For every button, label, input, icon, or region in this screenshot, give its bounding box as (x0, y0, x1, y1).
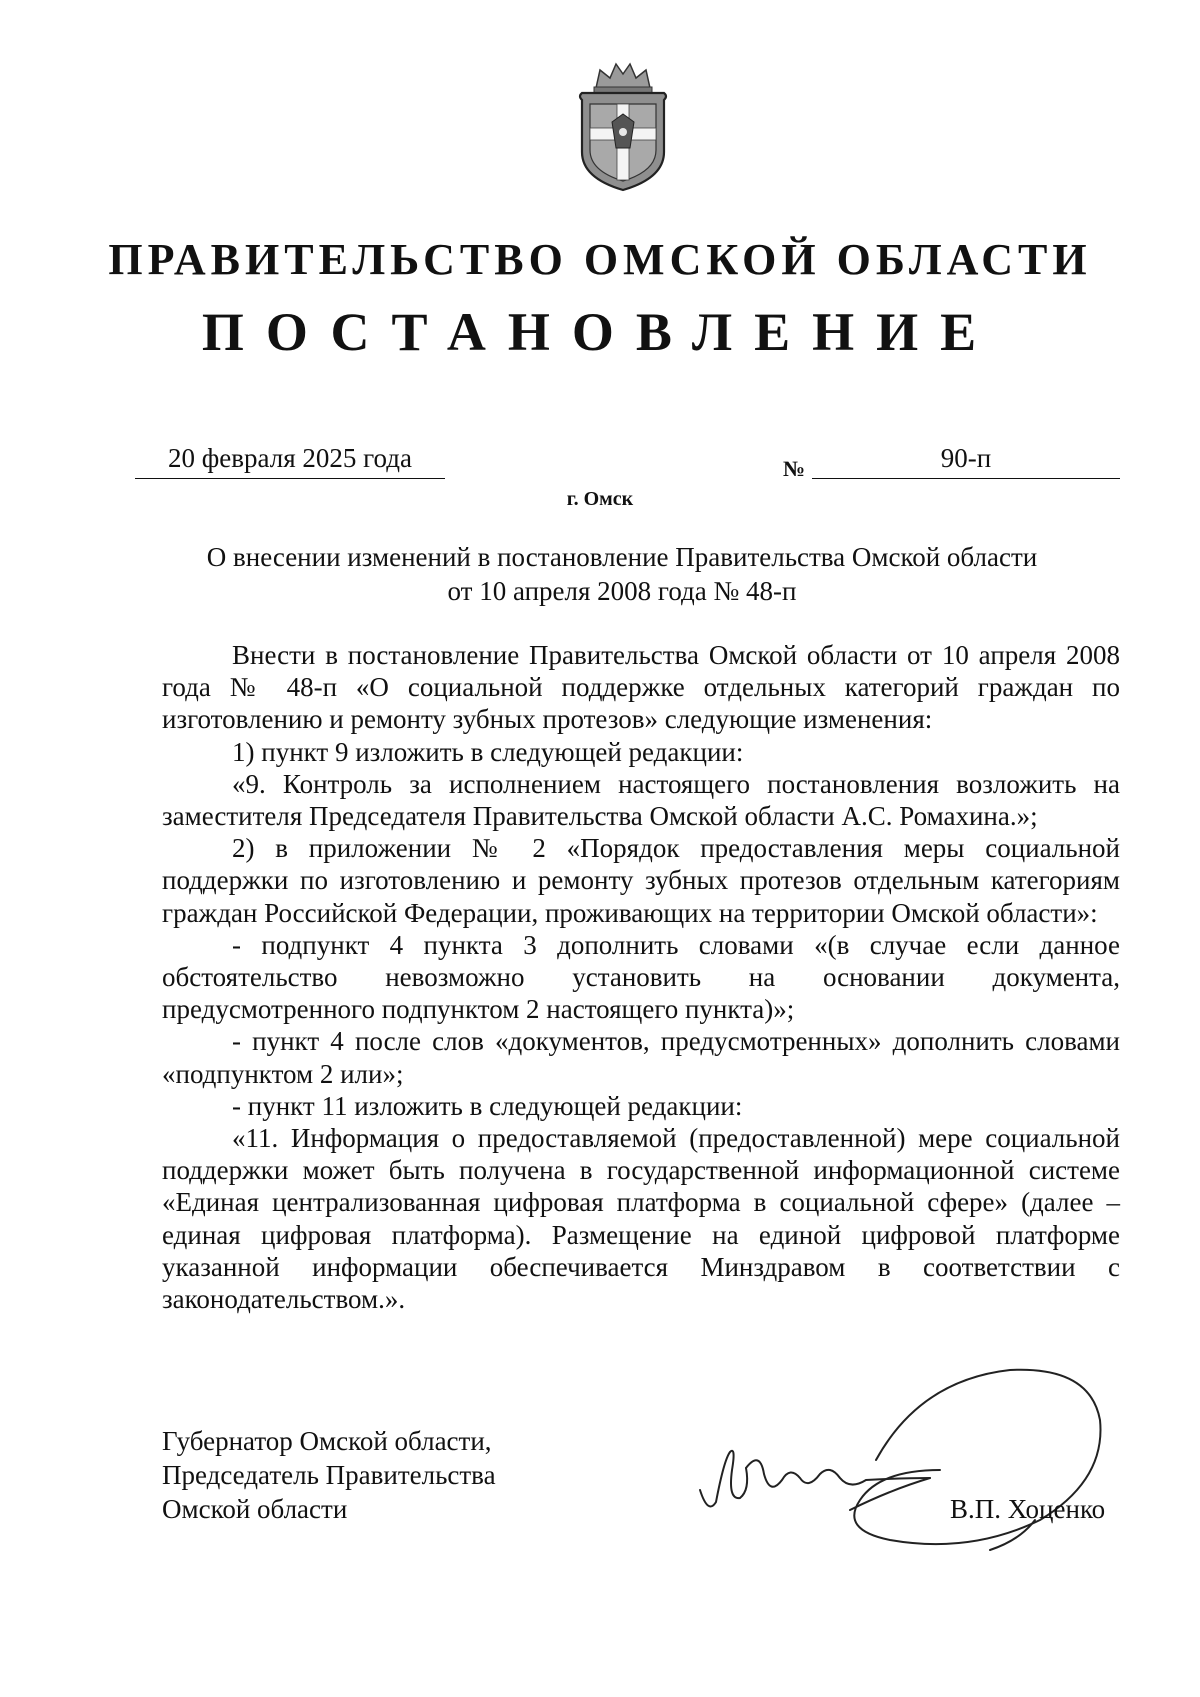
body-paragraph: «11. Информация о предоставляемой (предоставленной) мере социальной поддержки может быть получена в государственной информационной системе «Единая централизованная цифровая платформа в социальной сфере» (далее – единая цифровая платформа). Размещение на единой цифровой платформе указанной информации обеспечивается Минздравом в соответствии с законодательством.». (162, 1123, 1120, 1315)
coat-of-arms-emblem (568, 60, 678, 195)
body-paragraph: 2) в приложении № 2 «Порядок предоставления меры социальной поддержки по изготовлению и ремонту зубных протезов отдельным категориям граждан Российской Федерации, проживающих на территории Омской области»: (162, 833, 1120, 928)
document-type: ПОСТАНОВЛЕНИЕ (201, 302, 999, 362)
body-paragraph: «9. Контроль за исполнением настоящего постановления возложить на заместителя Председателя Правительства Омской области А.С. Ромахина.»; (162, 768, 1120, 832)
signatory-position-line: Председатель Правительства (162, 1460, 496, 1490)
document-title-line: от 10 апреля 2008 года № 48-п (447, 576, 797, 606)
document-title (160, 540, 1084, 608)
signatory-name: В.П. Хоценко (950, 1494, 1106, 1524)
city-label: г. Омск (566, 488, 634, 510)
body-paragraph: 1) пункт 9 изложить в следующей редакции: (232, 736, 744, 767)
document-number: 90-п (812, 438, 1120, 479)
body-paragraph: - пункт 4 после слов «документов, предусмотренных» дополнить словами «подпунктом 2 или»; (162, 1026, 1120, 1089)
signatory-position-line: Омской области (162, 1494, 348, 1524)
body-paragraph: Внести в постановление Правительства Омской области от 10 апреля 2008 года № 48-п «О социальной поддержке отдельных категорий граждан по изготовлению и ремонту зубных протезов» следующие изменения: (162, 640, 1120, 735)
document-date: 20 февраля 2025 года (135, 438, 445, 479)
body-paragraph: - подпункт 4 пункта 3 дополнить словами «(в случае если данное обстоятельство невозможно установить на основании документа, предусмотренного подпунктом 2 настоящего пункта)»; (162, 929, 1120, 1025)
handwritten-signature (690, 1340, 1130, 1600)
document-body (162, 639, 1120, 1315)
body-paragraph: - пункт 11 изложить в следующей редакции: (232, 1090, 743, 1121)
government-name: ПРАВИТЕЛЬСТВО ОМСКОЙ ОБЛАСТИ (108, 235, 1092, 284)
number-sign: № (783, 456, 806, 481)
signatory-position (162, 1424, 496, 1526)
signatory-position-line: Губернатор Омской области, (162, 1426, 492, 1456)
document-title-line: О внесении изменений в постановление Правительства Омской области (206, 542, 1038, 572)
